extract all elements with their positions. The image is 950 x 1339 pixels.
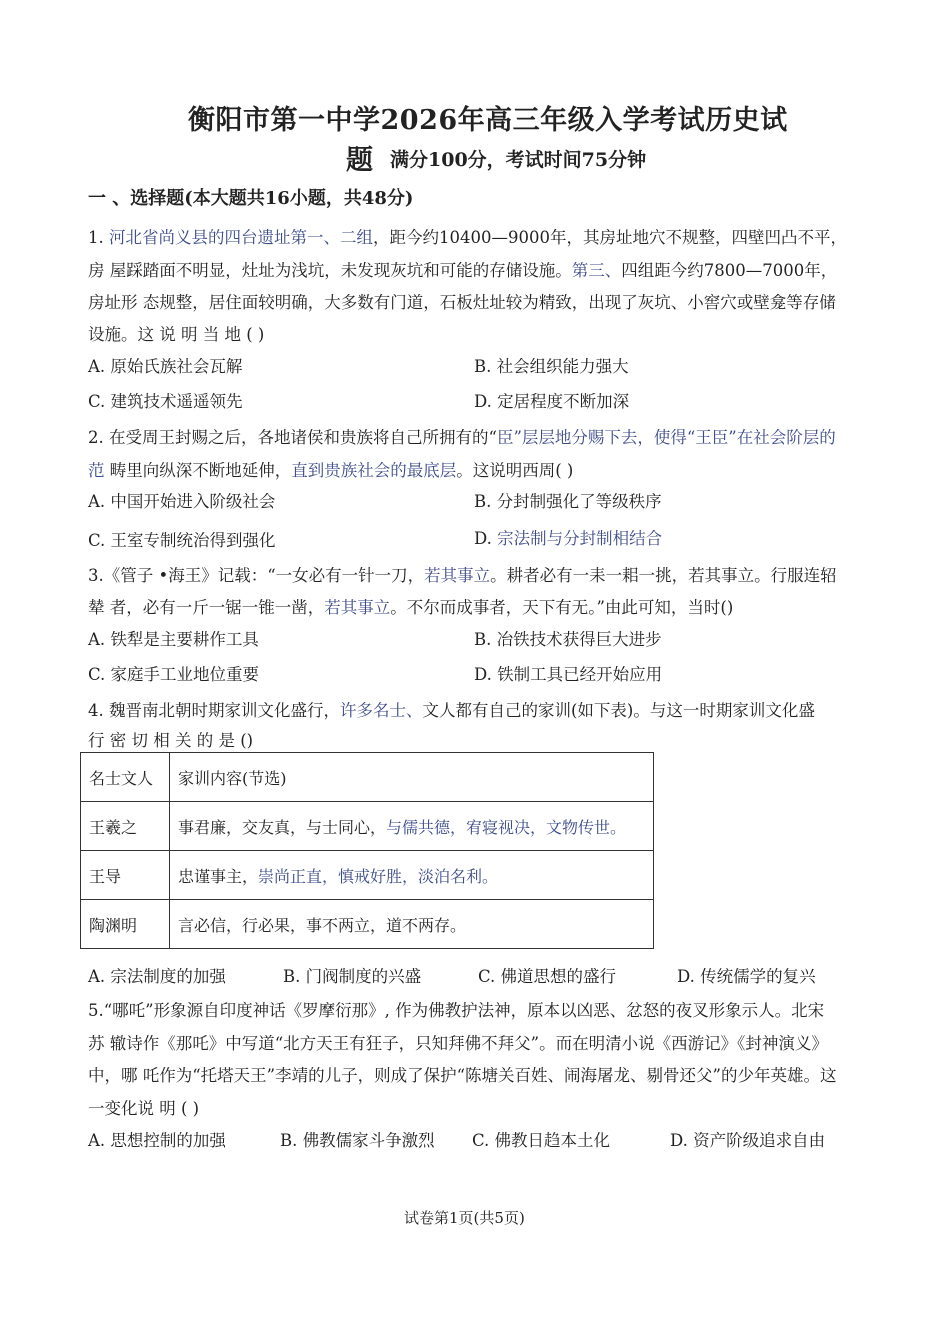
q3-option-c: C. 家庭手工业地位重要 (88, 665, 260, 684)
table-cell-text: 事君廉，交友真，与士同心，与儒共德，宥寝视决，文物传世。 (170, 802, 654, 851)
section-heading: 一 、选择题(本大题共16小题，共48分) (88, 188, 414, 209)
table-cell-text: 言必信，行必果，事不两立，道不两存。 (170, 900, 654, 949)
q1-option-c: C. 建筑技术遥遥领先 (88, 392, 243, 411)
table-row (81, 851, 654, 900)
table-row (81, 900, 654, 949)
q4-line-1: 4. 魏晋南北朝时期家训文化盛行，许多名士、文人都有自己的家训(如下表)。与这一时期家训文化盛 (88, 701, 815, 720)
q4-option-c: C. 佛道思想的盛行 (478, 967, 617, 986)
q2-line-1: 2. 在受周王封赐之后，各地诸侯和贵族将自己所拥有的“臣”层层地分赐下去，使得“王臣”在社会阶层的 (88, 428, 836, 447)
family-instructions-table (80, 752, 654, 949)
q3-option-a: A. 铁犁是主要耕作工具 (88, 630, 259, 649)
exam-title: 衡阳市第一中学2026年高三年级入学考试历史试 (188, 105, 788, 136)
table-cell-name: 陶渊明 (81, 900, 170, 949)
q3-option-b: B. 冶铁技术获得巨大进步 (474, 630, 662, 649)
table-header-cell: 名士文人 (81, 753, 170, 802)
q5-option-a: A. 思想控制的加强 (88, 1131, 226, 1150)
q1-line-3: 房址形 态规整，居住面较明确，大多数有门道，石板灶址较为精致，出现了灰坑、小窖穴或壁龛等存储 (88, 293, 836, 312)
q5-line-2: 苏 辙诗作《那吒》中写道“北方天王有狂子，只知拜佛不拜父”。而在明清小说《西游记》《封神演义》 (88, 1034, 828, 1053)
q5-line-4: 一变化说 明 ( ) (88, 1099, 200, 1118)
q1-line-4: 设施。这 说 明 当 地 ( ) (88, 325, 265, 344)
q1-option-d: D. 定居程度不断加深 (474, 392, 630, 411)
table-cell-text: 忠谨事主，崇尚正直，慎戒好胜，淡泊名利。 (170, 851, 654, 900)
q5-option-c: C. 佛教日趋本土化 (472, 1131, 611, 1150)
q4-option-d: D. 传统儒学的复兴 (677, 967, 816, 986)
table-row (81, 802, 654, 851)
q1-line-2: 房 屋踩踏面不明显，灶址为浅坑，未发现灰坑和可能的存储设施。第三、四组距今约7800—7000年， (88, 261, 838, 280)
exam-subtitle: 满分100分，考试时间75分钟 (390, 149, 647, 171)
q5-option-b: B. 佛教儒家斗争激烈 (280, 1131, 435, 1150)
page-footer: 试卷第1页(共5页) (404, 1209, 525, 1227)
table-cell-name: 王导 (81, 851, 170, 900)
q2-line-2: 范 畴里向纵深不断地延伸，直到贵族社会的最底层。这说明西周( ) (88, 461, 574, 480)
q3-line-2: 辇 者，必有一斤一锯一锥一凿，若其事立。不尔而成事者，天下有无。”由此可知，当时() (88, 598, 734, 617)
q2-option-c: C. 王室专制统治得到强化 (88, 531, 276, 550)
q2-option-b: B. 分封制强化了等级秩序 (474, 492, 662, 511)
q2-option-a: A. 中国开始进入阶级社会 (88, 492, 276, 511)
q4-line-2: 行 密 切 相 关 的 是 () (88, 731, 254, 750)
q1-option-a: A. 原始氏族社会瓦解 (88, 357, 243, 376)
table-header-row (81, 753, 654, 802)
q4-option-a: A. 宗法制度的加强 (88, 967, 226, 986)
q1-line-1: 1. 河北省尚义县的四台遗址第一、二组，距今约10400—9000年，其房址地穴不规整，四壁凹凸不平， (88, 228, 847, 247)
q3-option-d: D. 铁制工具已经开始应用 (474, 665, 663, 684)
table-header-cell: 家训内容(节选) (170, 753, 654, 802)
q1-option-b: B. 社会组织能力强大 (474, 357, 629, 376)
table-cell-name: 王羲之 (81, 802, 170, 851)
q5-line-1: 5.“哪吒”形象源自印度神话《罗摩衍那》, 作为佛教护法神，原本以凶恶、忿怒的夜叉形象示人。北宋 (88, 1001, 825, 1020)
q2-option-d: D. 宗法制与分封制相结合 (474, 529, 663, 548)
q5-line-3: 中，哪 吒作为“托塔天王”李靖的儿子，则成了保护“陈塘关百姓、闹海屠龙、剔骨还父”的少年英雄。这 (88, 1066, 837, 1085)
q5-option-d: D. 资产阶级追求自由 (670, 1131, 826, 1150)
exam-title-continued: 题 (346, 145, 373, 176)
q4-option-b: B. 门阀制度的兴盛 (283, 967, 422, 986)
q3-line-1: 3.《管子 •海王》记载：“一女必有一针一刀，若其事立。耕者必有一耒一耜一挑，若其事立。行服连轺 (88, 566, 837, 585)
